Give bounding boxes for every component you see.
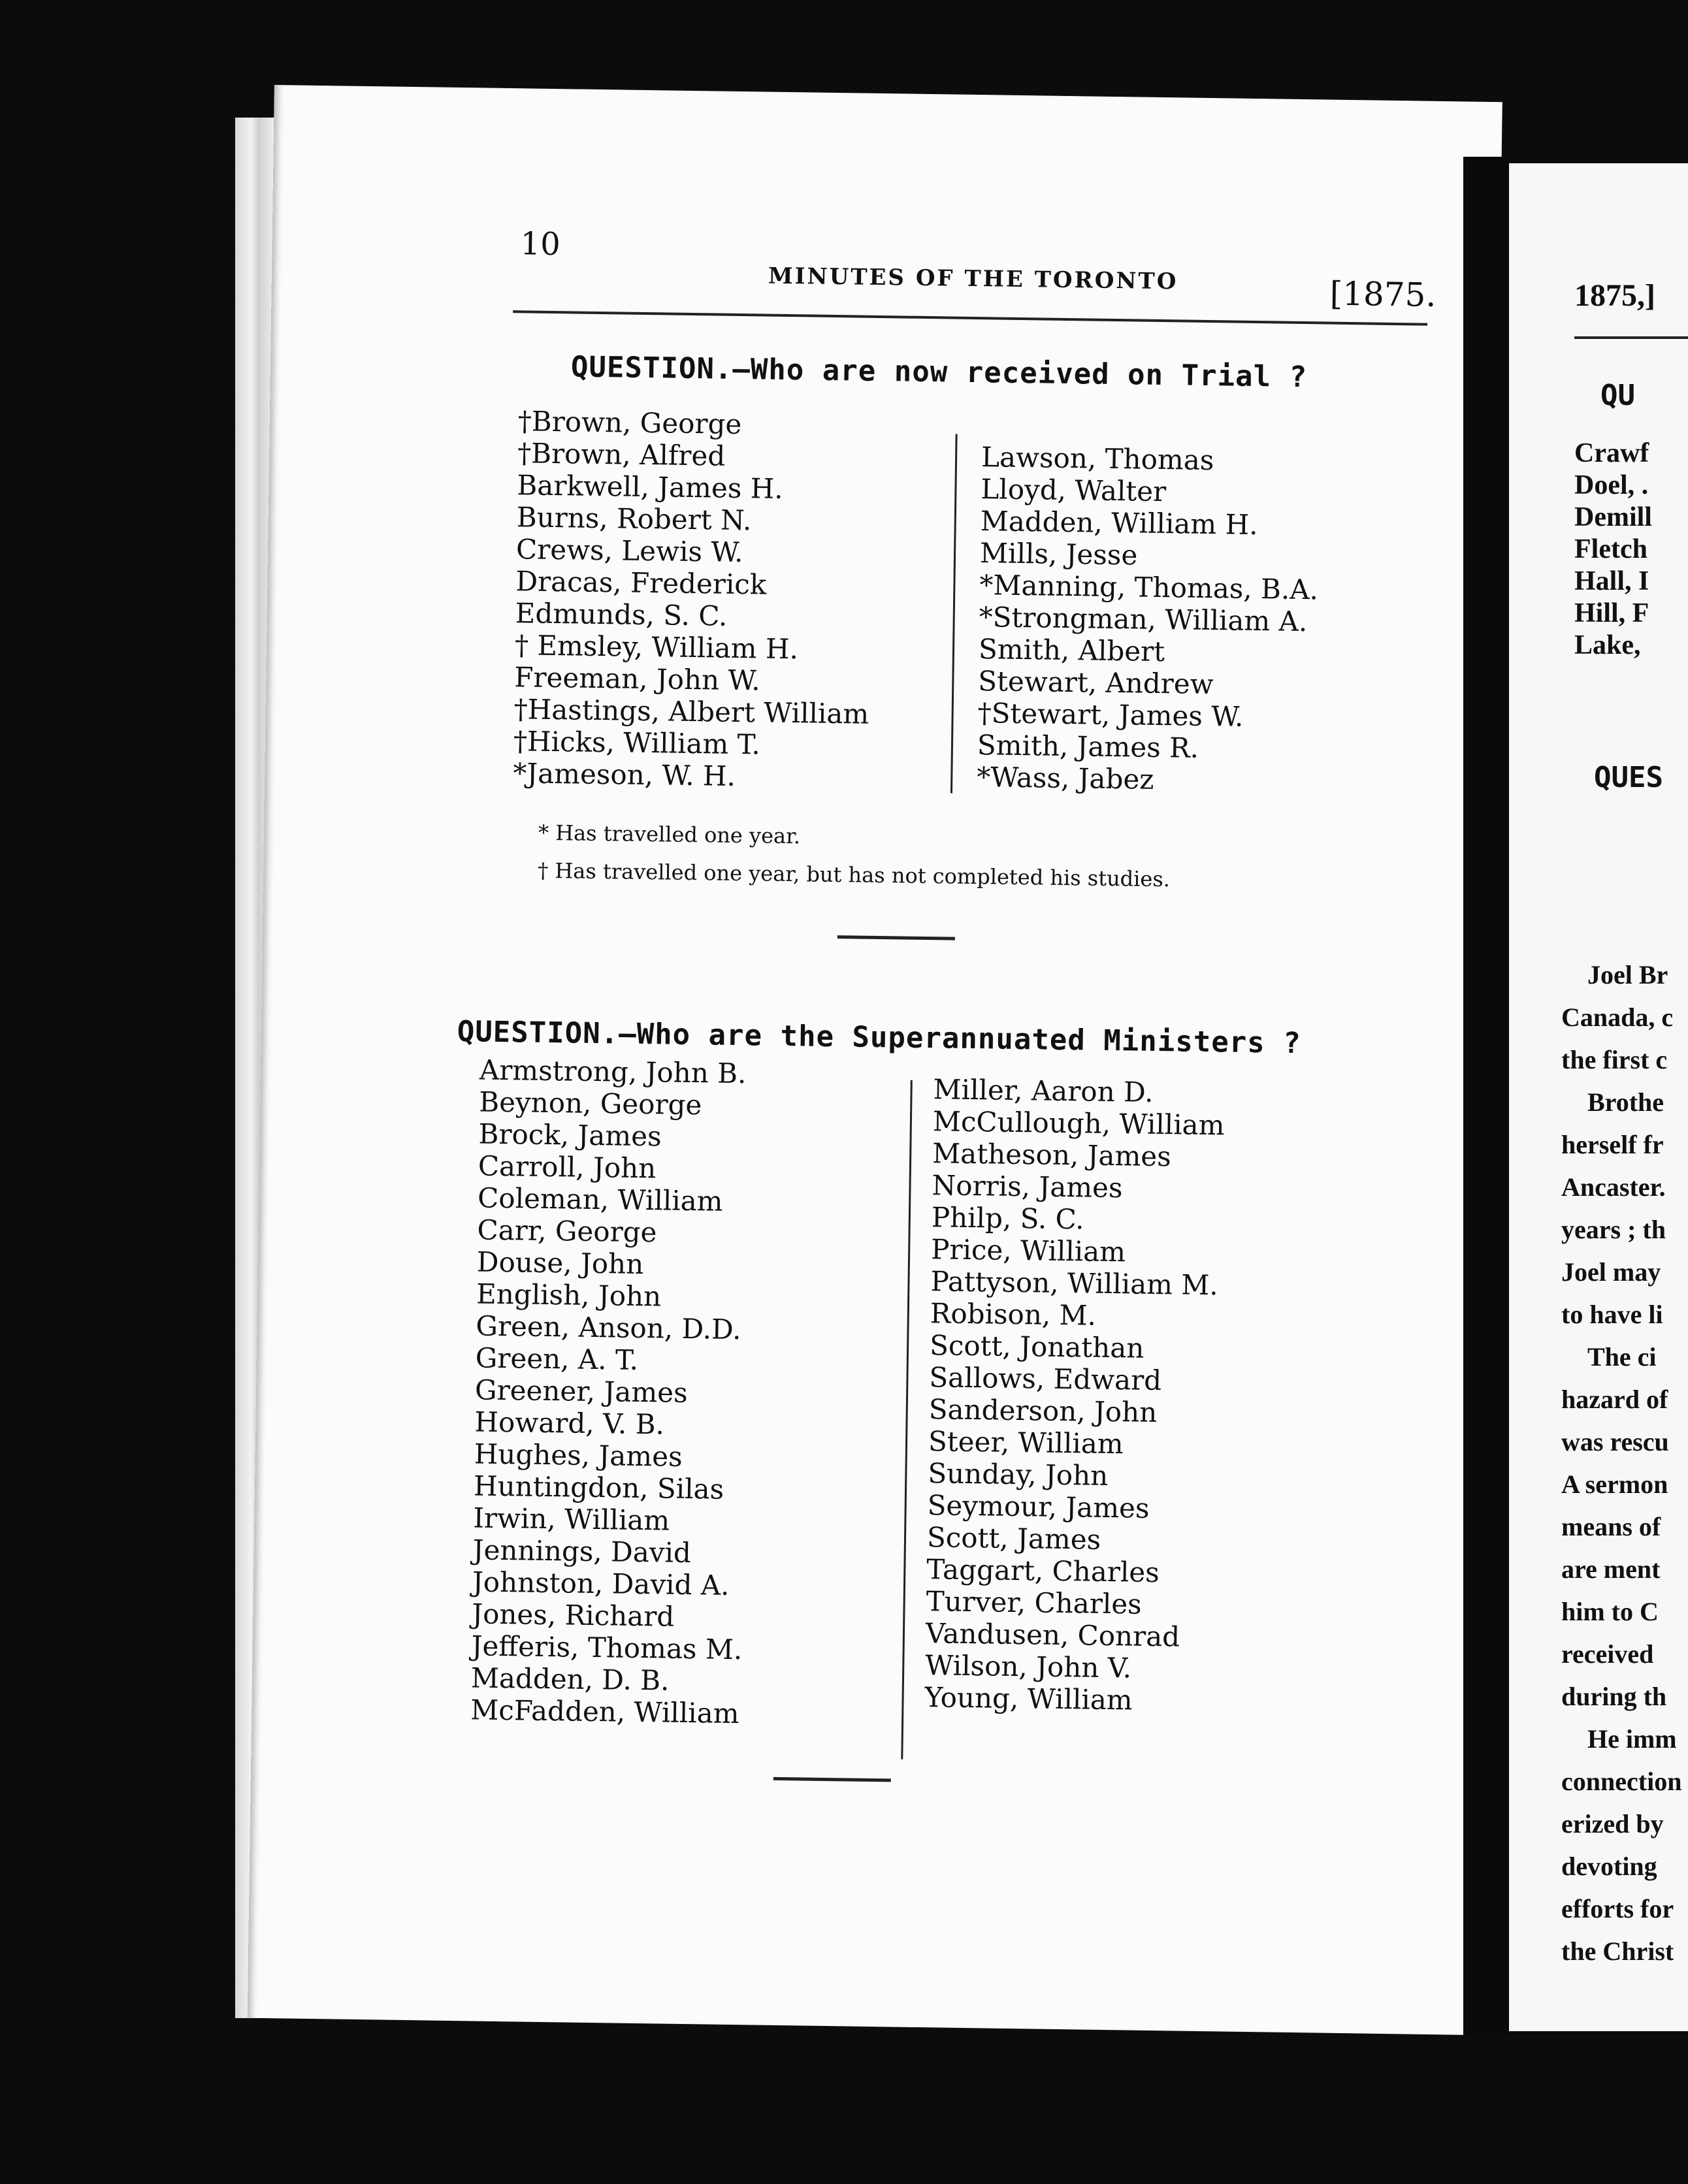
trial-list-left [513, 405, 873, 794]
list-item: Irwin, William [473, 1502, 670, 1537]
footnotes [538, 814, 1171, 899]
text-line: means of [1561, 1512, 1661, 1541]
text-line: him to C [1561, 1597, 1659, 1626]
text-line: received [1561, 1639, 1654, 1669]
list-item: †Hastings, Albert William [513, 693, 869, 730]
text-line: hazard of [1561, 1385, 1668, 1414]
list-item: Coleman, William [477, 1181, 723, 1217]
list-item: Jennings, David [472, 1534, 692, 1569]
text-line: A sermon [1561, 1469, 1668, 1499]
list-item: Sanderson, John [928, 1393, 1158, 1429]
list-item: Sallows, Edward [929, 1361, 1162, 1397]
right-list [1574, 438, 1652, 662]
section-divider [773, 1777, 891, 1782]
list-item: Lawson, Thomas [981, 441, 1214, 477]
text-line: He imm [1587, 1724, 1677, 1754]
list-item: †Brown, Alfred [517, 437, 726, 472]
right-body-text [1561, 954, 1681, 1972]
list-item: Jefferis, Thomas M. [471, 1630, 743, 1666]
list-item: Armstrong, John B. [479, 1053, 747, 1090]
list-item: Demill [1574, 502, 1652, 532]
text-line: years ; th [1561, 1215, 1666, 1244]
list-item: Hughes, James [474, 1437, 683, 1473]
text-line: Brothe [1587, 1087, 1664, 1117]
list-item: Steer, William [928, 1425, 1124, 1460]
text-line: was rescu [1561, 1427, 1669, 1456]
list-item: Wilson, John V. [924, 1649, 1132, 1684]
page-number: 10 [520, 225, 561, 263]
header-rule [513, 310, 1427, 326]
list-item: Crews, Lewis W. [515, 533, 743, 569]
text-line: devoting [1561, 1852, 1657, 1881]
list-item: Carr, George [477, 1213, 657, 1249]
list-item: Price, William [930, 1233, 1126, 1268]
footnote-asterisk: * Has travelled one year. [538, 820, 801, 849]
list-item: *Jameson, W. H. [512, 757, 736, 792]
text-line: the first c [1561, 1045, 1668, 1074]
list-item: Carroll, John [478, 1149, 657, 1185]
section-divider [837, 935, 955, 940]
list-item: Mills, Jesse [979, 537, 1138, 571]
right-page-year: 1875,] [1574, 278, 1655, 313]
list-item: Madden, William H. [980, 505, 1258, 541]
column-divider [901, 1080, 913, 1759]
text-line: efforts for [1561, 1894, 1674, 1923]
list-item: Stewart, Andrew [978, 665, 1214, 701]
list-item: Burns, Robert N. [516, 501, 752, 537]
list-item: Young, William [924, 1681, 1133, 1716]
list-item: Howard, V. B. [474, 1405, 665, 1441]
left-page [248, 85, 1502, 2035]
list-item: Beynon, George [478, 1085, 702, 1121]
list-item: Edmunds, S. C. [515, 597, 728, 632]
text-line: The ci [1587, 1342, 1657, 1372]
page-year: [1875. [1329, 274, 1436, 314]
running-title: MINUTES OF THE TORONTO [768, 263, 1178, 295]
list-item: Barkwell, James H. [517, 469, 784, 505]
list-item: Crawf [1574, 438, 1649, 468]
list-item: *Strongman, William A. [979, 601, 1308, 638]
list-item: Pattyson, William M. [930, 1265, 1219, 1302]
text-line: Joel may [1561, 1257, 1661, 1287]
list-item: Taggart, Charles [926, 1553, 1160, 1589]
right-question-1: QU [1600, 379, 1635, 412]
list-item: McFadden, William [470, 1694, 739, 1730]
question-received-on-trial: QUESTION.—Who are now received on Trial ? [570, 350, 1308, 394]
list-item: †Hicks, William T. [513, 725, 761, 761]
right-page [1509, 163, 1688, 2031]
list-item: Robison, M. [930, 1297, 1097, 1332]
list-item: Dracas, Frederick [515, 565, 767, 601]
header-rule [1574, 336, 1688, 339]
list-item: Turver, Charles [926, 1585, 1143, 1620]
list-item: Green, A. T. [475, 1341, 639, 1376]
list-item: Sunday, John [928, 1457, 1109, 1492]
trial-list-right [977, 441, 1320, 797]
list-item: †Stewart, James W. [977, 697, 1244, 733]
list-item: *Wass, Jabez [976, 761, 1154, 795]
list-item: Green, Anson, D.D. [476, 1309, 741, 1346]
list-item: *Manning, Thomas, B.A. [979, 569, 1319, 606]
super-list-left [470, 1055, 751, 1731]
list-item: Madden, D. B. [470, 1662, 670, 1697]
list-item: Douse, John [476, 1245, 644, 1281]
list-item: Hill, F [1574, 598, 1649, 628]
list-item: Johnston, David A. [472, 1566, 730, 1601]
list-item: Smith, Albert [978, 633, 1165, 668]
list-item: Miller, Aaron D. [933, 1073, 1154, 1108]
list-item: English, John [476, 1277, 662, 1313]
list-item: Scott, James [926, 1521, 1101, 1556]
list-item: Hall, I [1574, 566, 1649, 596]
column-divider [950, 434, 958, 794]
list-item: Scott, Jonathan [929, 1329, 1144, 1364]
text-line: the Christ [1561, 1936, 1674, 1966]
book-spine [1463, 157, 1509, 2038]
list-item: Smith, James R. [977, 729, 1199, 764]
super-list-right [924, 1074, 1225, 1718]
list-item: †Brown, George [517, 405, 742, 441]
text-line: Ancaster. [1561, 1172, 1666, 1202]
list-item: Norris, James [932, 1169, 1123, 1204]
text-line: during th [1561, 1682, 1667, 1711]
list-item: Freeman, John W. [514, 661, 760, 697]
list-item: Philp, S. C. [931, 1201, 1084, 1236]
list-item: Jones, Richard [472, 1598, 675, 1633]
list-item: Matheson, James [932, 1137, 1172, 1173]
list-item: † Emsley, William H. [514, 629, 799, 666]
list-item: Lloyd, Walter [981, 473, 1167, 508]
list-item: Fletch [1574, 534, 1647, 564]
list-item: Doel, . [1574, 470, 1649, 500]
list-item: Lake, [1574, 630, 1641, 660]
footnote-dagger: † Has travelled one year, but has not completed his studies. [537, 858, 1171, 892]
text-line: to have li [1561, 1300, 1663, 1329]
text-line: Joel Br [1587, 960, 1668, 989]
list-item: Vandusen, Conrad [925, 1617, 1180, 1653]
list-item: Huntingdon, Silas [473, 1469, 724, 1505]
right-question-2: QUES [1594, 761, 1663, 794]
text-line: Canada, c [1561, 1003, 1674, 1032]
list-item: McCullough, William [932, 1105, 1225, 1142]
text-line: erized by [1561, 1809, 1664, 1839]
text-line: are ment [1561, 1554, 1661, 1584]
list-item: Greener, James [474, 1373, 688, 1409]
text-line: connection [1561, 1767, 1682, 1796]
question-superannuated-ministers: QUESTION.—Who are the Superannuated Ministers ? [457, 1015, 1302, 1061]
list-item: Brock, James [478, 1117, 662, 1153]
text-line: herself fr [1561, 1130, 1664, 1159]
list-item: Seymour, James [927, 1489, 1150, 1524]
